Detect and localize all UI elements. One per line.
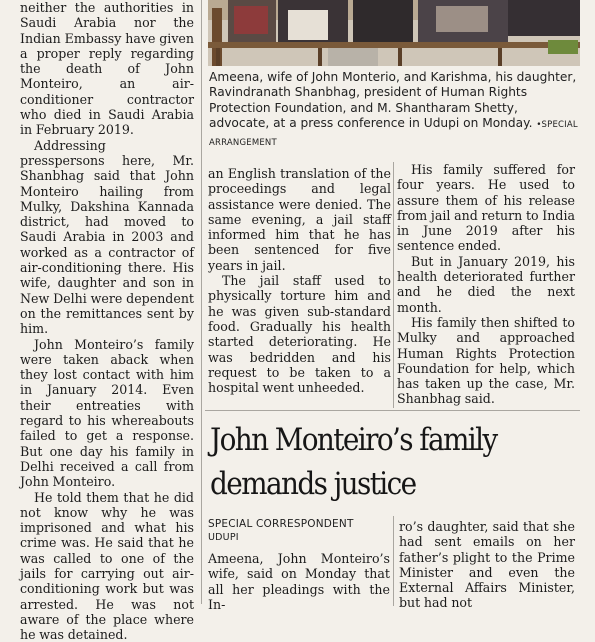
paragraph: His family then shifted to Mulky and approached Human Rights Protection Foundation for help, which has taken up the case, Mr. Shanbhag said. xyxy=(397,315,575,407)
paragraph: John Monteiro’s family were taken aback when they lost contact with him in January 2014. Even their entreaties with regard to his whereabouts failed to get a response. But one day his family in Delhi received a call from John Monteiro. xyxy=(20,337,194,490)
dateline: UDUPI xyxy=(208,531,398,544)
byline xyxy=(208,518,398,544)
byline-author: SPECIAL CORRESPONDENT xyxy=(208,518,354,530)
column-divider xyxy=(201,0,202,604)
article-column-middle xyxy=(208,166,391,395)
paragraph: Addressing presspersons here, Mr. Shanbhag said that John Monteiro hailing from Mulky, Dakshina Kannada district, had moved to Saudi Arabia in 2003 and worked as a contractor of air-conditioning there. His wife, daughter and son in New Delhi were dependent on the remittances sent by him. xyxy=(20,138,194,337)
article-column-right xyxy=(397,162,575,407)
caption-text: Ameena, wife of John Monterio, and Karishma, his daughter, Ravindranath Shanbhag, president of Human Rights Protection Foundation, and M. Shantharam Shetty, advocate, at a press conference in Udupi on Monday. xyxy=(209,70,576,130)
paragraph: He told them that he did not know why he was imprisoned and what his crime was. He said that he was called to one of the jails for carrying out air-conditioning work but was arrested. He was not aware of the place where he was detained. xyxy=(20,490,194,642)
article-lead-column-right xyxy=(399,519,575,611)
photo-credit: •SPECIAL ARRANGEMENT xyxy=(209,120,578,147)
section-rule xyxy=(205,410,580,411)
photo-image xyxy=(208,0,580,66)
headline-line: demands justice xyxy=(210,462,580,506)
paragraph: ro’s daughter, said that she had sent emails on her father’s plight to the Prime Minister and even the External Affairs Minister, but had not xyxy=(399,519,575,611)
photo-caption xyxy=(209,70,579,151)
paragraph: an English translation of the proceedings and legal assistance were denied. The same evening, a jail staff informed him that he has been sentenced for five years in jail. xyxy=(208,166,391,273)
article-lead-column xyxy=(208,551,390,612)
article-column-left xyxy=(20,0,194,642)
column-divider xyxy=(393,162,394,408)
paragraph: But in January 2019, his health deteriorated further and he died the next month. xyxy=(397,254,575,315)
paragraph: neither the authorities in Saudi Arabia nor the Indian Embassy have given a proper reply regarding the death of John Monteiro, an air-conditioner contractor who died in Saudi Arabia in February 2019. xyxy=(20,0,194,138)
paragraph: The jail staff used to physically torture him and he was given sub-standard food. Gradually his health started deteriorating. He was bedridden and his request to be taken to a hospital went unheeded. xyxy=(208,273,391,395)
article-headline xyxy=(210,418,580,506)
paragraph: Ameena, John Monteiro’s wife, said on Monday that all her pleadings with the In- xyxy=(208,551,390,612)
paragraph: His family suffered for four years. He used to assure them of his release from jail and return to India in June 2019 after his sentence ended. xyxy=(397,162,575,254)
press-conference-photo xyxy=(208,0,580,66)
headline-line: John Monteiro’s family xyxy=(210,418,580,462)
